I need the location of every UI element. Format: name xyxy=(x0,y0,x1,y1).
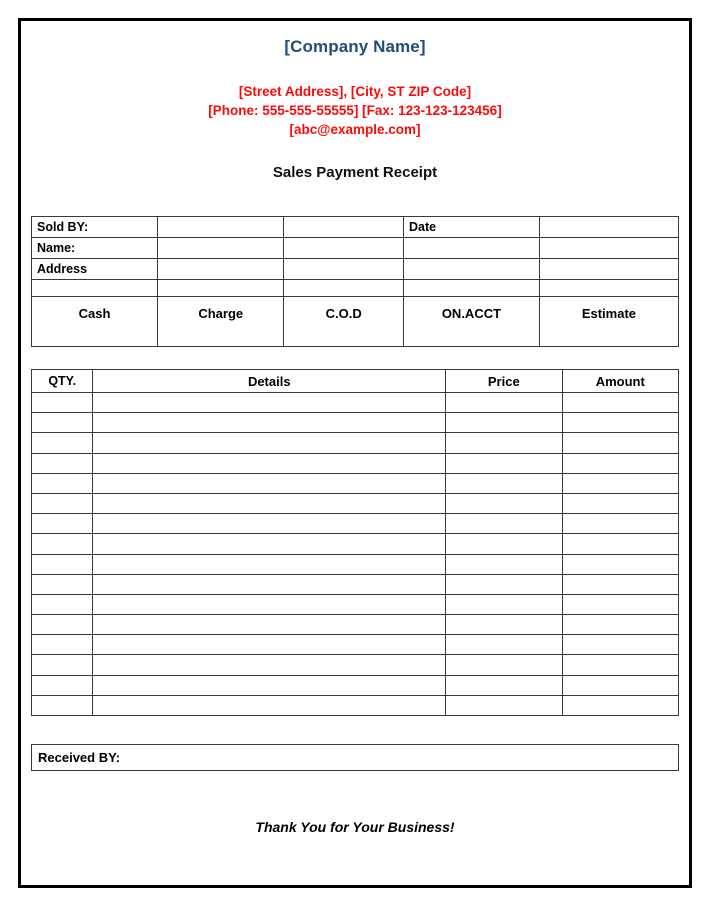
item-cell-amount[interactable] xyxy=(562,433,678,453)
item-cell-details[interactable] xyxy=(93,473,446,493)
item-cell-details[interactable] xyxy=(93,534,446,554)
field-sold-by-value[interactable] xyxy=(158,217,284,238)
item-cell-price[interactable] xyxy=(446,473,562,493)
field-name-c5[interactable] xyxy=(539,238,678,259)
item-cell-qty[interactable] xyxy=(32,413,93,433)
info-row-address xyxy=(32,259,679,280)
received-by-table xyxy=(31,744,679,771)
receipt-content xyxy=(21,37,689,888)
item-cell-details[interactable] xyxy=(93,655,446,675)
table-row xyxy=(32,655,679,675)
item-cell-details[interactable] xyxy=(93,554,446,574)
field-blank-c2[interactable] xyxy=(158,280,284,297)
item-cell-amount[interactable] xyxy=(562,635,678,655)
field-blank-c1[interactable] xyxy=(32,280,158,297)
info-row-blank xyxy=(32,280,679,297)
item-cell-amount[interactable] xyxy=(562,594,678,614)
payment-method-charge[interactable]: Charge xyxy=(158,297,284,347)
item-cell-amount[interactable] xyxy=(562,493,678,513)
table-row xyxy=(32,453,679,473)
table-row xyxy=(32,574,679,594)
item-cell-qty[interactable] xyxy=(32,473,93,493)
item-cell-details[interactable] xyxy=(93,574,446,594)
item-cell-amount[interactable] xyxy=(562,675,678,695)
field-sold-by-extra[interactable] xyxy=(284,217,404,238)
item-cell-price[interactable] xyxy=(446,594,562,614)
item-cell-details[interactable] xyxy=(93,433,446,453)
item-cell-price[interactable] xyxy=(446,655,562,675)
table-row xyxy=(32,473,679,493)
field-blank-c4[interactable] xyxy=(404,280,540,297)
payment-method-cod[interactable]: C.O.D xyxy=(284,297,404,347)
item-cell-price[interactable] xyxy=(446,635,562,655)
item-cell-qty[interactable] xyxy=(32,493,93,513)
item-cell-qty[interactable] xyxy=(32,655,93,675)
field-address-c4[interactable] xyxy=(404,259,540,280)
table-row xyxy=(32,433,679,453)
document-title: Sales Payment Receipt xyxy=(272,164,438,181)
field-address-value[interactable] xyxy=(158,259,284,280)
received-by-row xyxy=(32,745,679,771)
info-row-sold-by xyxy=(32,217,679,238)
field-address-c5[interactable] xyxy=(539,259,678,280)
company-contact-block xyxy=(31,82,679,139)
field-name-c4[interactable] xyxy=(404,238,540,259)
item-cell-qty[interactable] xyxy=(32,615,93,635)
label-name: Name: xyxy=(32,238,158,259)
item-cell-amount[interactable] xyxy=(562,554,678,574)
item-cell-price[interactable] xyxy=(446,554,562,574)
table-row xyxy=(32,554,679,574)
item-cell-details[interactable] xyxy=(93,514,446,534)
field-name-value[interactable] xyxy=(158,238,284,259)
items-header-row xyxy=(32,370,679,393)
table-row xyxy=(32,393,679,413)
item-cell-qty[interactable] xyxy=(32,433,93,453)
item-cell-amount[interactable] xyxy=(562,534,678,554)
item-cell-amount[interactable] xyxy=(562,695,678,715)
item-cell-details[interactable] xyxy=(93,393,446,413)
payment-method-row xyxy=(32,297,679,347)
field-date-value[interactable] xyxy=(539,217,678,238)
item-cell-details[interactable] xyxy=(93,594,446,614)
label-date: Date xyxy=(404,217,540,238)
items-table-wrapper xyxy=(31,369,679,716)
item-cell-details[interactable] xyxy=(93,675,446,695)
table-row xyxy=(32,675,679,695)
item-cell-amount[interactable] xyxy=(562,453,678,473)
item-cell-amount[interactable] xyxy=(562,413,678,433)
item-cell-price[interactable] xyxy=(446,574,562,594)
item-cell-price[interactable] xyxy=(446,433,562,453)
items-body xyxy=(32,393,679,716)
item-cell-details[interactable] xyxy=(93,493,446,513)
company-phone-fax-line[interactable]: [Phone: 555-555-55555] [Fax: 123-123-123456] xyxy=(208,103,502,118)
table-row xyxy=(32,695,679,715)
column-header-qty: QTY. xyxy=(32,370,93,393)
item-cell-price[interactable] xyxy=(446,675,562,695)
payment-method-estimate[interactable]: Estimate xyxy=(539,297,678,347)
table-row xyxy=(32,514,679,534)
item-cell-details[interactable] xyxy=(93,635,446,655)
item-cell-qty[interactable] xyxy=(32,554,93,574)
column-header-details: Details xyxy=(93,370,446,393)
table-row xyxy=(32,594,679,614)
table-row xyxy=(32,493,679,513)
item-cell-qty[interactable] xyxy=(32,695,93,715)
column-header-amount: Amount xyxy=(562,370,678,393)
field-blank-c3[interactable] xyxy=(284,280,404,297)
label-address: Address xyxy=(32,259,158,280)
item-cell-amount[interactable] xyxy=(562,393,678,413)
item-cell-amount[interactable] xyxy=(562,615,678,635)
column-header-price: Price xyxy=(446,370,562,393)
table-row xyxy=(32,635,679,655)
item-cell-qty[interactable] xyxy=(32,594,93,614)
item-cell-qty[interactable] xyxy=(32,453,93,473)
item-cell-price[interactable] xyxy=(446,534,562,554)
item-cell-details[interactable] xyxy=(93,413,446,433)
label-sold-by: Sold BY: xyxy=(32,217,158,238)
item-cell-price[interactable] xyxy=(446,493,562,513)
item-cell-qty[interactable] xyxy=(32,514,93,534)
table-row xyxy=(32,534,679,554)
item-cell-amount[interactable] xyxy=(562,574,678,594)
info-table-wrapper xyxy=(31,216,679,347)
item-cell-details[interactable] xyxy=(93,453,446,473)
item-cell-amount[interactable] xyxy=(562,514,678,534)
table-row xyxy=(32,615,679,635)
line-items-table xyxy=(31,369,679,716)
receipt-page xyxy=(18,18,692,888)
item-cell-qty[interactable] xyxy=(32,534,93,554)
field-blank-c5[interactable] xyxy=(539,280,678,297)
label-received-by[interactable]: Received BY: xyxy=(32,745,679,771)
field-address-extra[interactable] xyxy=(284,259,404,280)
sold-by-info-table xyxy=(31,216,679,347)
item-cell-qty[interactable] xyxy=(32,635,93,655)
info-row-name xyxy=(32,238,679,259)
item-cell-qty[interactable] xyxy=(32,675,93,695)
item-cell-qty[interactable] xyxy=(32,393,93,413)
thank-you-message: Thank You for Your Business! xyxy=(255,819,455,835)
item-cell-amount[interactable] xyxy=(562,473,678,493)
item-cell-amount[interactable] xyxy=(562,655,678,675)
item-cell-price[interactable] xyxy=(446,695,562,715)
table-row xyxy=(32,413,679,433)
item-cell-price[interactable] xyxy=(446,413,562,433)
field-name-extra[interactable] xyxy=(284,238,404,259)
item-cell-details[interactable] xyxy=(93,695,446,715)
item-cell-price[interactable] xyxy=(446,514,562,534)
payment-method-on-acct[interactable]: ON.ACCT xyxy=(404,297,540,347)
item-cell-price[interactable] xyxy=(446,615,562,635)
item-cell-price[interactable] xyxy=(446,453,562,473)
item-cell-details[interactable] xyxy=(93,615,446,635)
item-cell-price[interactable] xyxy=(446,393,562,413)
item-cell-qty[interactable] xyxy=(32,574,93,594)
payment-method-cash[interactable]: Cash xyxy=(32,297,158,347)
company-name[interactable]: [Company Name] xyxy=(284,37,426,56)
received-by-wrapper xyxy=(31,744,679,771)
company-email-line[interactable]: [abc@example.com] xyxy=(289,122,421,137)
company-address-line[interactable]: [Street Address], [City, ST ZIP Code] xyxy=(238,84,472,99)
